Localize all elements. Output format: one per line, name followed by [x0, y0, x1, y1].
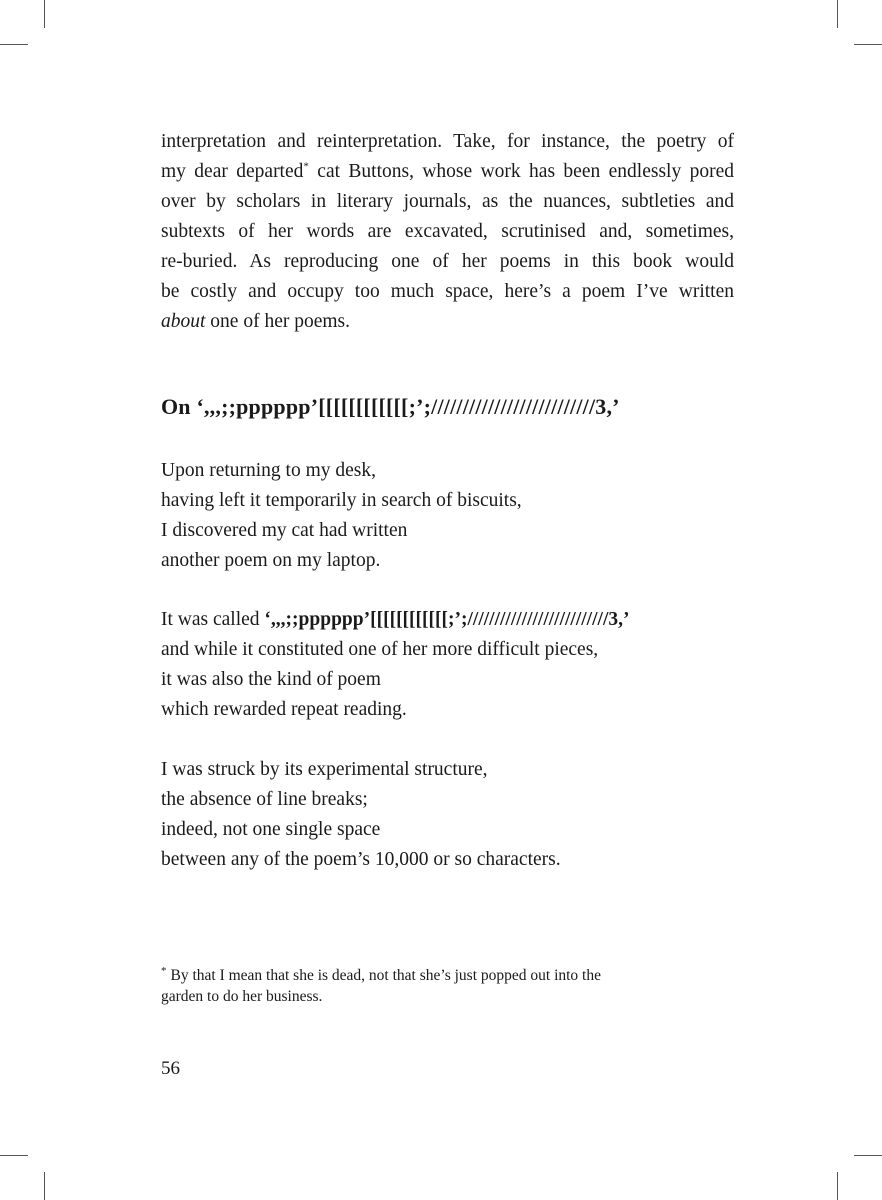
crop-mark-top-right-horizontal	[854, 44, 882, 45]
paragraph-line: re-buried. As reproducing one of her poems in this book would	[161, 251, 734, 272]
crop-mark-bottom-left-horizontal	[0, 1155, 28, 1156]
footnote	[161, 965, 721, 1007]
crop-mark-bottom-right-vertical	[837, 1172, 838, 1200]
poem-stanza-1	[161, 456, 522, 576]
poem-line: it was also the kind of poem	[161, 669, 381, 690]
crop-mark-bottom-left-vertical	[44, 1172, 45, 1200]
paragraph-line: over by scholars in literary journals, as the nuances, subtleties and	[161, 191, 734, 212]
emphasis-text: about	[161, 311, 206, 332]
poem-stanza-3	[161, 755, 561, 875]
crop-mark-top-right-vertical	[837, 0, 838, 28]
crop-mark-top-left-vertical	[44, 0, 45, 28]
paragraph-line-text: my dear departed	[161, 161, 304, 182]
page-number: 56	[161, 1058, 180, 1079]
footnote-line	[161, 965, 721, 986]
body-paragraph	[161, 127, 734, 337]
poem-title-reference: ‘,,,;;pppppp’[[[[[[[[[[[[;’;//////////////////////////3,’	[264, 609, 630, 630]
poem-stanza-2	[161, 605, 629, 725]
paragraph-line: be costly and occupy too much space, here’s a poem I’ve written	[161, 281, 734, 302]
footnote-mark: *	[161, 964, 167, 977]
poem-line-text: It was called	[161, 609, 265, 630]
poem-line: and while it constituted one of her more difficult pieces,	[161, 639, 599, 660]
poem-line	[161, 605, 629, 635]
footnote-reference[interactable]: *	[303, 160, 309, 173]
poem-line: which rewarded repeat reading.	[161, 699, 407, 720]
poem-line: Upon returning to my desk,	[161, 460, 377, 481]
poem-line: I was struck by its experimental structure,	[161, 759, 488, 780]
paragraph-line: subtexts of her words are excavated, scrutinised and, sometimes,	[161, 221, 734, 242]
paragraph-line	[161, 157, 734, 187]
poem-line: I discovered my cat had written	[161, 520, 408, 541]
poem-title: On ‘,,,;;pppppp’[[[[[[[[[[[[;’;//////////////////////////3,’	[161, 394, 620, 419]
paragraph-line	[161, 307, 734, 337]
paragraph-line: interpretation and reinterpretation. Take, for instance, the poetry of	[161, 131, 734, 152]
paragraph-line-text: cat Buttons, whose work has been endlessly pored	[308, 161, 734, 182]
poem-line: indeed, not one single space	[161, 819, 381, 840]
poem-line: having left it temporarily in search of biscuits,	[161, 490, 522, 511]
paragraph-line-text: one of her poems.	[205, 311, 351, 332]
poem-line: between any of the poem’s 10,000 or so characters.	[161, 849, 561, 870]
crop-mark-bottom-right-horizontal	[854, 1155, 882, 1156]
poem-line: another poem on my laptop.	[161, 550, 381, 571]
footnote-line: garden to do her business.	[161, 988, 323, 1005]
footnote-text: By that I mean that she is dead, not that she’s just popped out into the	[170, 967, 601, 984]
poem-line: the absence of line breaks;	[161, 789, 368, 810]
crop-mark-top-left-horizontal	[0, 44, 28, 45]
